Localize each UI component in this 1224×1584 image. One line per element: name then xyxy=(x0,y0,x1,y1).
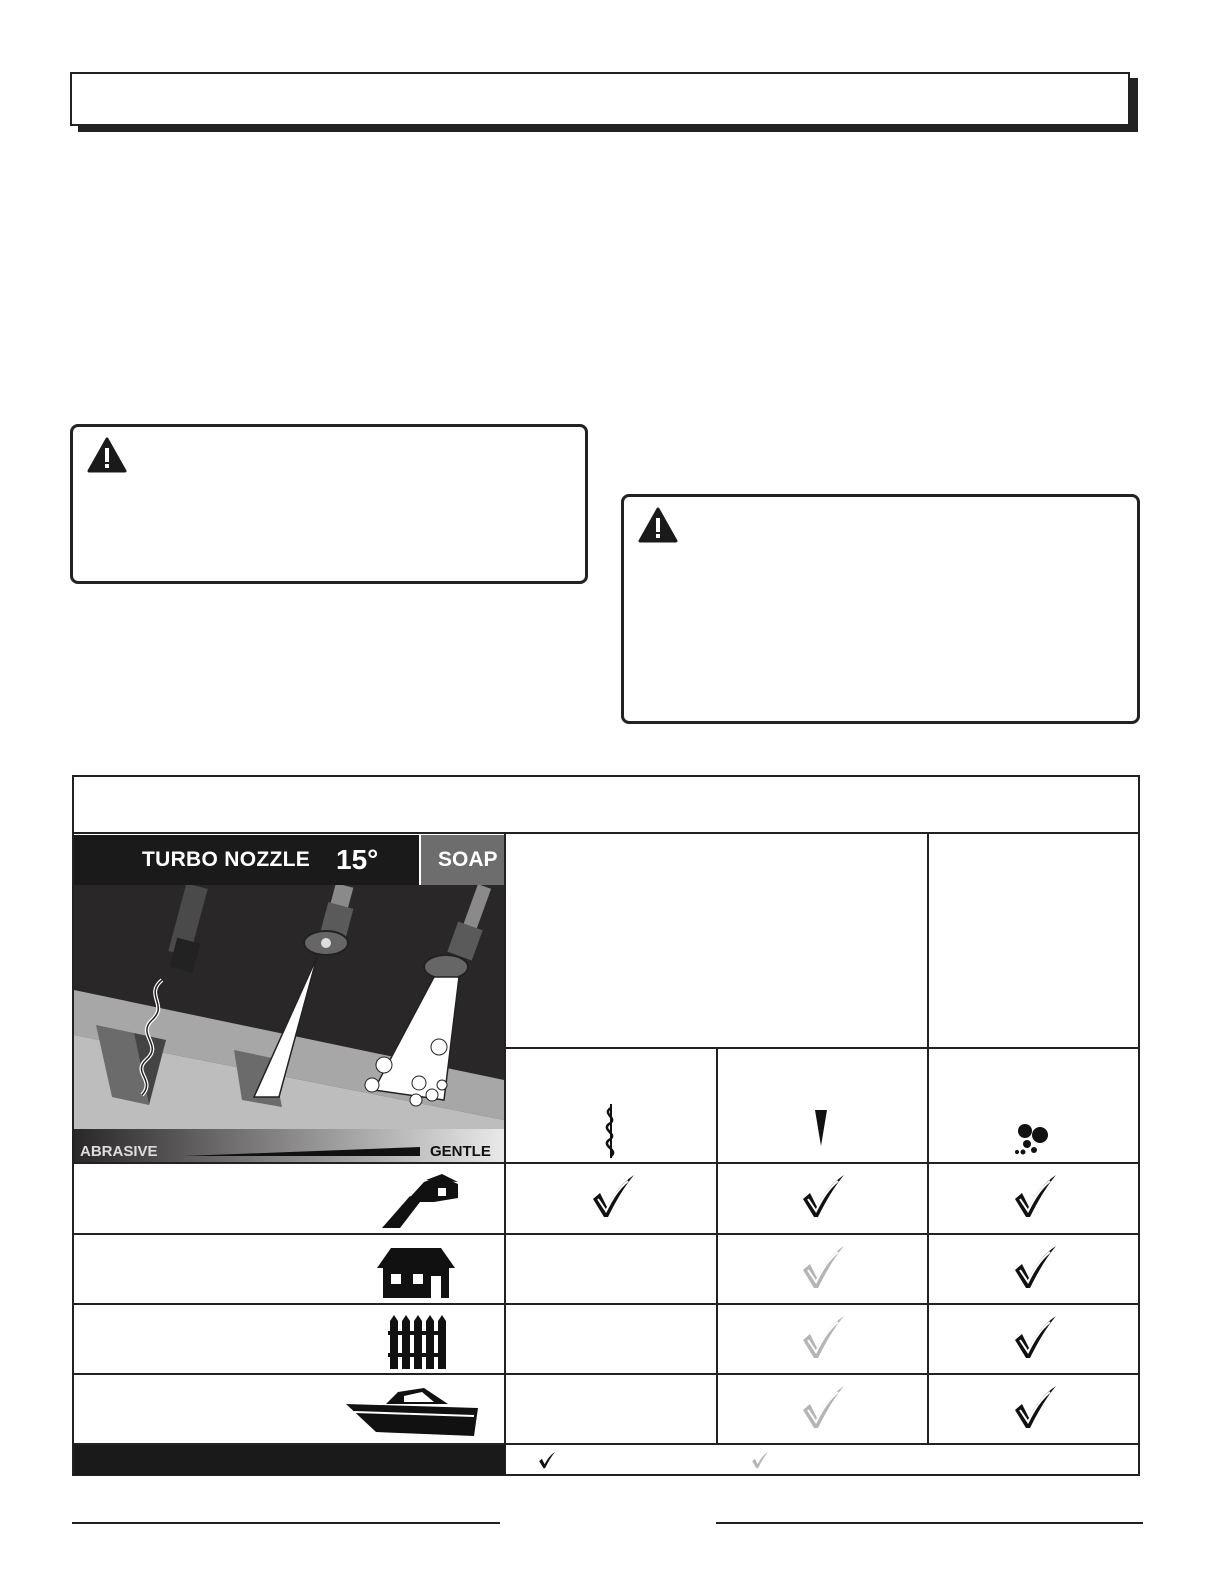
check-dark-icon xyxy=(1012,1384,1058,1430)
check-dark-icon xyxy=(800,1173,846,1219)
house-icon xyxy=(375,1244,457,1300)
table-divider xyxy=(72,1162,1140,1164)
warning-triangle-icon xyxy=(638,507,678,543)
check-dark-icon xyxy=(1012,1314,1058,1360)
gentle-label: GENTLE xyxy=(430,1143,491,1160)
check-dark-icon xyxy=(590,1173,636,1219)
nozzle-header-bar xyxy=(74,835,419,885)
table-divider xyxy=(72,1233,1140,1235)
warning-box-left xyxy=(70,424,588,584)
footer-rule-right xyxy=(716,1522,1143,1524)
check-light-icon xyxy=(800,1314,846,1360)
spray-patterns-illustration xyxy=(74,885,504,1162)
table-divider xyxy=(72,1303,1140,1305)
check-light-icon xyxy=(751,1451,769,1469)
fan-spray-icon xyxy=(814,1110,828,1146)
table-divider xyxy=(504,832,506,1476)
check-dark-icon xyxy=(1012,1173,1058,1219)
table-divider xyxy=(927,832,929,1445)
angle-label: 15° xyxy=(336,844,379,875)
section-title-bar xyxy=(70,72,1130,126)
check-light-icon xyxy=(800,1244,846,1290)
soap-label: SOAP xyxy=(438,848,498,871)
fence-icon xyxy=(388,1313,446,1369)
turbo-spray-icon xyxy=(599,1104,623,1158)
warning-box-right xyxy=(621,494,1140,724)
legend-bar xyxy=(74,1445,505,1475)
footer-rule-left xyxy=(72,1522,500,1524)
warning-triangle-icon xyxy=(87,437,127,473)
soap-header xyxy=(421,835,504,885)
driveway-icon xyxy=(380,1172,462,1230)
check-dark-icon xyxy=(538,1451,556,1469)
table-divider xyxy=(72,1373,1140,1375)
check-dark-icon xyxy=(1012,1244,1058,1290)
turbo-nozzle-label: TURBO NOZZLE xyxy=(142,848,311,871)
check-light-icon xyxy=(800,1384,846,1430)
boat-icon xyxy=(346,1386,478,1438)
nozzle-illustration xyxy=(74,885,504,1162)
table-divider xyxy=(72,832,1140,834)
soap-bubbles-icon xyxy=(1014,1122,1054,1156)
table-divider xyxy=(505,1047,1140,1049)
table-divider xyxy=(716,1047,718,1445)
abrasive-label: ABRASIVE xyxy=(80,1143,158,1160)
